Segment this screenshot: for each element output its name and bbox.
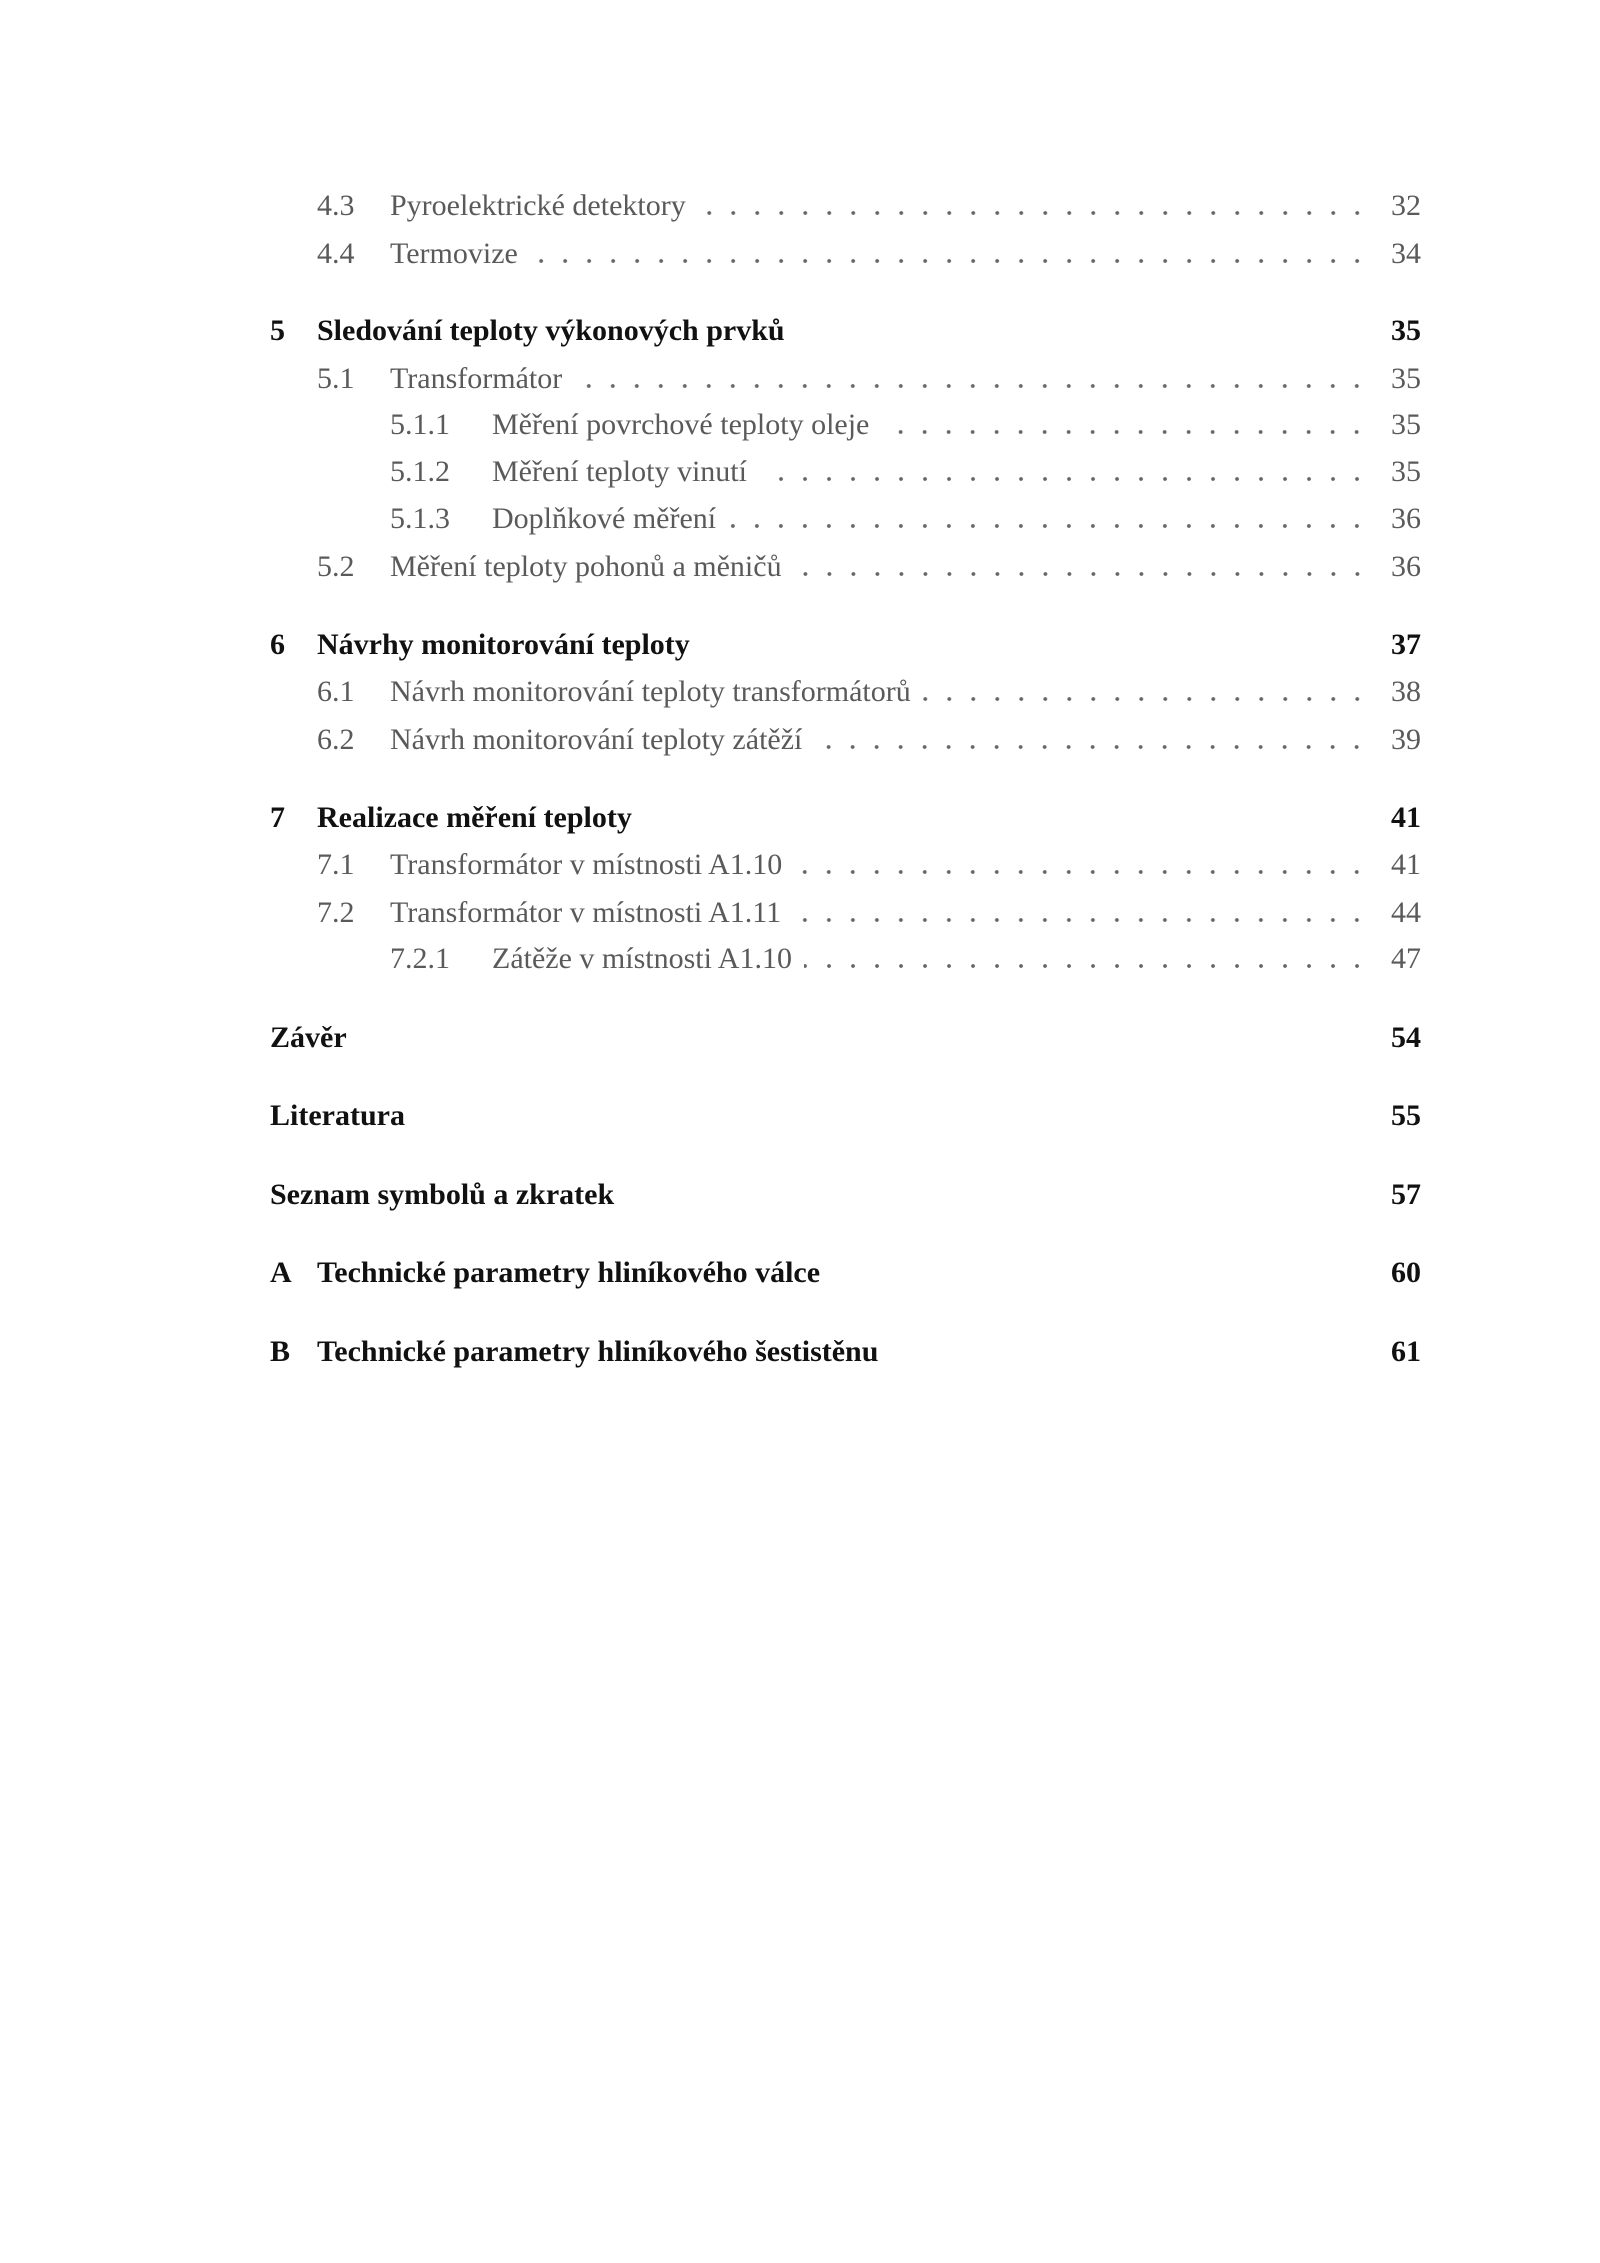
toc-entry-page: 61 xyxy=(1391,1335,1421,1368)
toc-entry xyxy=(270,186,1421,226)
toc-entry xyxy=(270,845,1421,885)
toc-entry-title: Realizace měření teploty xyxy=(317,801,632,834)
toc-entry xyxy=(270,625,1421,665)
toc-entry-page: 41 xyxy=(1391,801,1421,834)
toc-entry-title: Zátěže v místnosti A1.10 xyxy=(492,942,792,975)
toc-entry-number: 5.1.3 xyxy=(390,502,450,535)
toc-entry xyxy=(270,405,1421,445)
toc-entry xyxy=(270,1253,1421,1293)
toc-entry-number: 6 xyxy=(270,628,285,661)
toc-entry-number: 6.2 xyxy=(317,723,355,756)
toc-entry-title: Měření povrchové teploty oleje xyxy=(492,408,870,441)
toc-entry xyxy=(270,499,1421,539)
toc-entry-page: 37 xyxy=(1391,628,1421,661)
toc-entry xyxy=(270,547,1421,587)
toc-entry xyxy=(270,1018,1421,1058)
toc-entry-number: 5 xyxy=(270,314,285,347)
toc-entry-number: 6.1 xyxy=(317,675,355,708)
dot-leader xyxy=(804,939,1369,979)
toc-entry-number: A xyxy=(270,1256,292,1289)
toc-entry-title: Technické parametry hliníkového válce xyxy=(317,1256,821,1289)
toc-entry-page: 36 xyxy=(1391,550,1421,583)
toc-entry xyxy=(270,939,1421,979)
toc-entry xyxy=(270,893,1421,933)
toc-entry-page: 38 xyxy=(1391,675,1421,708)
toc-entry-title: Návrh monitorování teploty zátěží xyxy=(390,723,803,756)
toc-entry-title: Transformátor v místnosti A1.11 xyxy=(390,896,782,929)
toc-entry xyxy=(270,234,1421,274)
toc-entry-number: 5.1.1 xyxy=(390,408,450,441)
toc-entry-title: Transformátor xyxy=(390,362,563,395)
toc-entry-number: 5.1.2 xyxy=(390,455,450,488)
toc-entry-title: Literatura xyxy=(270,1099,405,1132)
dot-leader xyxy=(574,359,1369,399)
toc-entry-number: 7 xyxy=(270,801,285,834)
toc-entry-page: 47 xyxy=(1391,942,1421,975)
toc-entry-title: Doplňkové měření xyxy=(492,502,717,535)
toc-entry xyxy=(270,452,1421,492)
toc-entry-title: Měření teploty vinutí xyxy=(492,455,747,488)
dot-leader xyxy=(793,893,1369,933)
toc-entry-title: Návrh monitorování teploty transformátorů xyxy=(390,675,911,708)
toc-entry-page: 57 xyxy=(1391,1178,1421,1211)
toc-entry xyxy=(270,1175,1421,1215)
toc-entry xyxy=(270,359,1421,399)
dot-leader xyxy=(794,845,1369,885)
toc-entry-number: 7.2.1 xyxy=(390,942,450,975)
dot-leader xyxy=(923,672,1369,712)
toc-entry-number: 4.3 xyxy=(317,189,355,222)
toc-entry-title: Závěr xyxy=(270,1021,347,1054)
toc-entry-title: Termovize xyxy=(390,237,518,270)
toc-entry-title: Pyroelektrické detektory xyxy=(390,189,686,222)
toc-entry-title: Seznam symbolů a zkratek xyxy=(270,1178,615,1211)
toc-entry xyxy=(270,311,1421,351)
toc-entry xyxy=(270,798,1421,838)
toc-entry xyxy=(270,720,1421,760)
dot-leader xyxy=(530,234,1369,274)
dot-leader xyxy=(759,452,1369,492)
toc-entry-page: 35 xyxy=(1391,362,1421,395)
toc-entry-page: 60 xyxy=(1391,1256,1421,1289)
toc-entry-number: 4.4 xyxy=(317,237,355,270)
toc-entry-page: 36 xyxy=(1391,502,1421,535)
dot-leader xyxy=(881,405,1369,445)
toc-entry xyxy=(270,1096,1421,1136)
dot-leader xyxy=(728,499,1369,539)
toc-entry-title: Návrhy monitorování teploty xyxy=(317,628,690,661)
dot-leader xyxy=(698,186,1369,226)
dot-leader xyxy=(794,547,1369,587)
toc-entry-page: 41 xyxy=(1391,848,1421,881)
toc-entry-page: 44 xyxy=(1391,896,1421,929)
dot-leader xyxy=(814,720,1369,760)
toc-entry-number: 7.2 xyxy=(317,896,355,929)
toc-entry-title: Sledování teploty výkonových prvků xyxy=(317,314,785,347)
toc-entry-number: 5.2 xyxy=(317,550,355,583)
toc-entry-page: 32 xyxy=(1391,189,1421,222)
toc-entry-title: Technické parametry hliníkového šestistěnu xyxy=(317,1335,879,1368)
toc-entry-number: 5.1 xyxy=(317,362,355,395)
toc-entry-title: Transformátor v místnosti A1.10 xyxy=(390,848,783,881)
toc-entry-number: 7.1 xyxy=(317,848,355,881)
toc-entry-page: 55 xyxy=(1391,1099,1421,1132)
toc-entry-page: 39 xyxy=(1391,723,1421,756)
toc-entry-page: 35 xyxy=(1391,314,1421,347)
toc-entry-page: 35 xyxy=(1391,455,1421,488)
toc-entry-number: B xyxy=(270,1335,291,1368)
toc-entry xyxy=(270,1332,1421,1372)
toc-entry-page: 35 xyxy=(1391,408,1421,441)
toc-entry-page: 34 xyxy=(1391,237,1421,270)
toc-entry-title: Měření teploty pohonů a měničů xyxy=(390,550,782,583)
toc-entry xyxy=(270,672,1421,712)
toc-entry-page: 54 xyxy=(1391,1021,1421,1054)
